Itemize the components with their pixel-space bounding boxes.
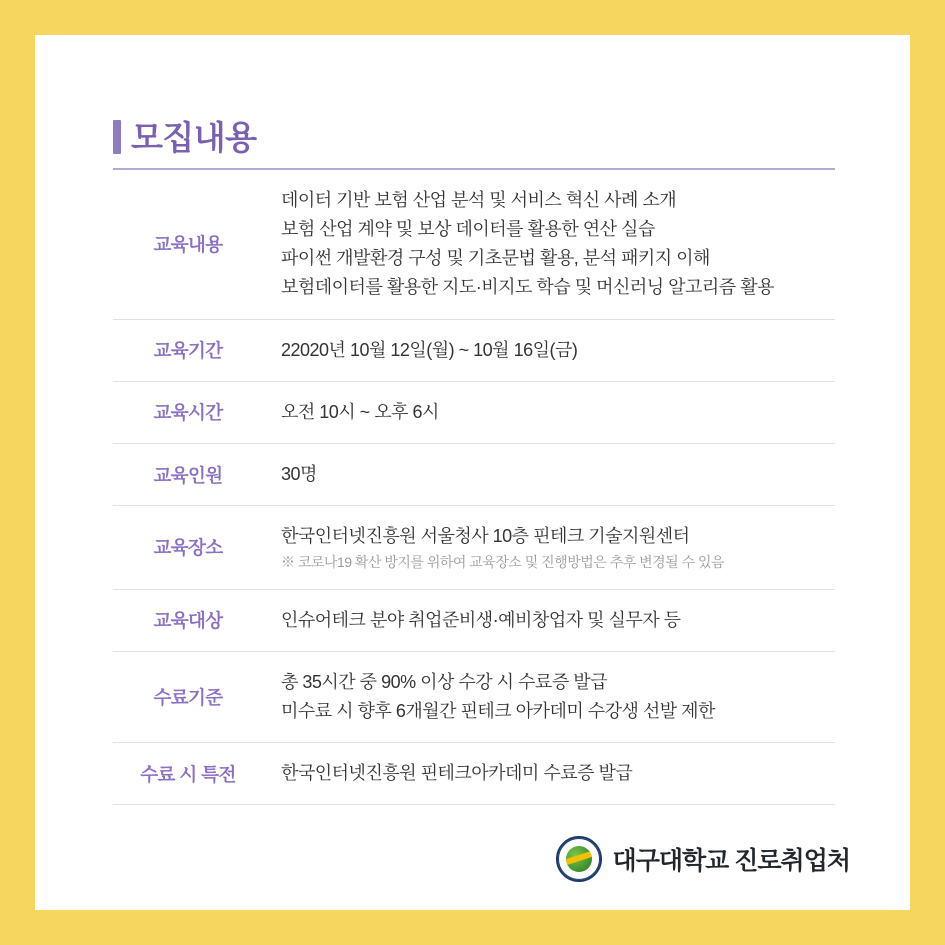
row-value-completion-standard [263, 652, 835, 743]
row-label-education-content: 교육내용 [153, 234, 223, 256]
table-row [113, 319, 835, 381]
university-emblem-icon [556, 836, 602, 882]
value-line: 미수료 시 향후 6개월간 핀테크 아카데미 수강생 선발 제한 [281, 701, 715, 722]
row-label-completion-benefit: 수료 시 특전 [140, 763, 236, 785]
value-line: 데이터 기반 보험 산업 분석 및 서비스 혁신 사례 소개 [281, 190, 677, 210]
row-label-completion-standard: 수료기준 [153, 687, 223, 709]
title-accent-bar [113, 120, 121, 154]
table-row [113, 743, 835, 805]
row-value-education-place [263, 506, 835, 590]
value-line: 보험 산업 계약 및 보상 데이터를 활용한 연산 실습 [281, 219, 655, 240]
page-title [113, 120, 838, 154]
row-value-education-capacity [263, 443, 835, 505]
value-line: 30명 [281, 463, 317, 484]
row-label-education-target: 교육대상 [153, 610, 223, 632]
table-row [113, 506, 835, 590]
table-row [113, 589, 835, 651]
row-value-education-target [263, 589, 835, 651]
row-label-education-capacity: 교육인원 [153, 464, 223, 486]
value-line: 인슈어테크 분야 취업준비생·예비창업자 및 실무자 등 [281, 609, 681, 630]
row-label-education-time: 교육시간 [153, 402, 223, 424]
row-value-education-period [263, 319, 835, 381]
footer-branding [35, 836, 910, 882]
recruitment-info-table [113, 170, 835, 805]
value-line: 총 35시간 중 90% 이상 수강 시 수료증 발급 [281, 672, 607, 692]
row-value-education-content [263, 170, 835, 319]
value-line: 한국인터넷진흥원 핀테크아카데미 수료증 발급 [281, 763, 633, 784]
organization-name: 대구대학교 진로취업처 [612, 847, 850, 875]
card-inner [113, 80, 838, 805]
value-line: 파이썬 개발환경 구성 및 기초문법 활용, 분석 패키지 이해 [281, 248, 710, 269]
table-row [113, 443, 835, 505]
table-row [113, 652, 835, 743]
value-note: ※ 코로나19 확산 방지를 위하여 교육장소 및 진행방법은 추후 변경될 수 있음 [281, 554, 725, 571]
row-value-completion-benefit [263, 743, 835, 805]
row-value-education-time [263, 381, 835, 443]
value-line: 보험데이터를 활용한 지도·비지도 학습 및 머신러닝 알고리즘 활용 [281, 277, 774, 298]
row-label-education-period: 교육기간 [153, 340, 223, 362]
page-title-text: 모집내용 [131, 118, 257, 156]
table-row [113, 170, 835, 319]
emblem-globe [566, 846, 592, 872]
row-label-education-place: 교육장소 [153, 537, 223, 559]
value-line: 한국인터넷진흥원 서울청사 10층 핀테크 기술지원센터 [281, 526, 690, 547]
content-card [35, 35, 910, 910]
value-line: 오전 10시 ~ 오후 6시 [281, 401, 439, 422]
value-line: 22020년 10월 12일(월) ~ 10월 16일(금) [281, 339, 578, 360]
table-row [113, 381, 835, 443]
